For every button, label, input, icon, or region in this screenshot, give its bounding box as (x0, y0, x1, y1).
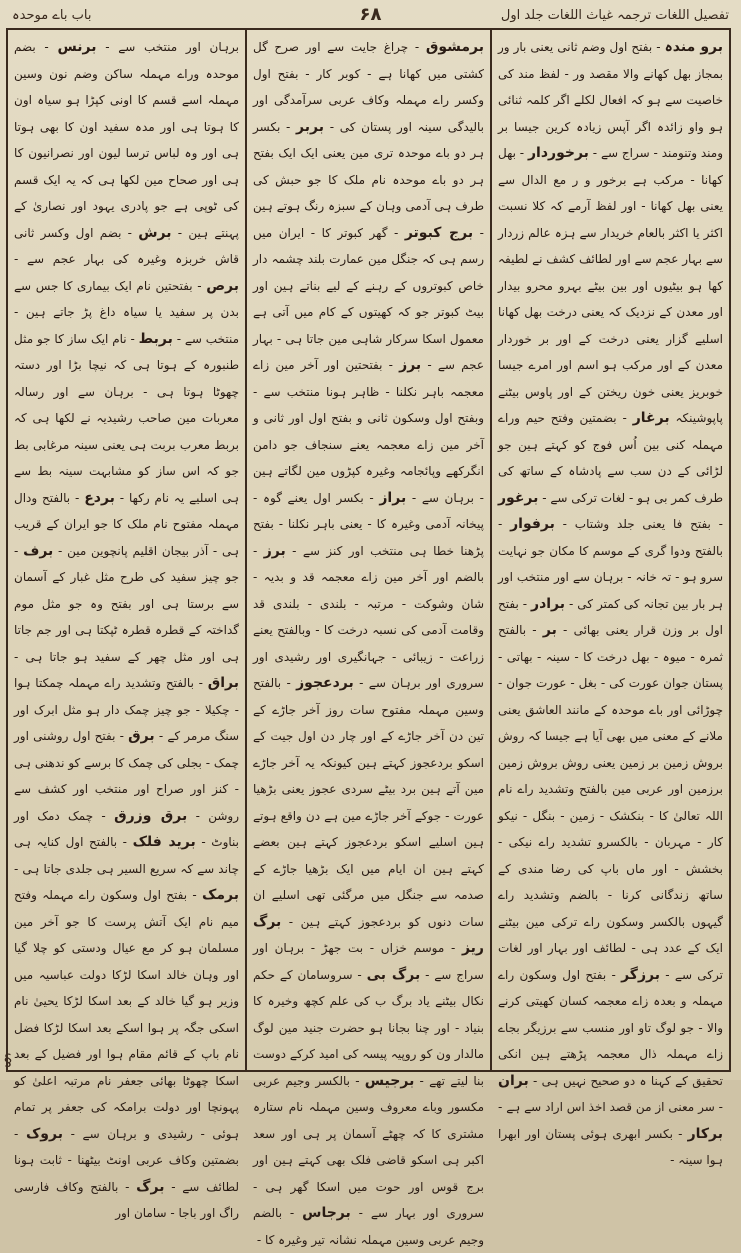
entry-definition: - بفتح اول وضم ثانی یعنی بار ور بمجاز بھل کھانے والا مقصد ور - لفظ مند کی خاصیت سے ہو کہ افعال لکلے اگر کلمہ ثنائی ہو واو زائدہ اگر آپس زیادہ کرین جیسا بر ومند وتنومند - سراج سے - (498, 40, 723, 160)
dictionary-entry (253, 676, 484, 929)
column-divider (245, 30, 247, 1070)
column-divider (490, 30, 492, 1070)
entry-definition: - بفتح اول بر وزن قرار یعنی بھائی - (498, 596, 723, 637)
entry-headword: برجیس (364, 1072, 415, 1089)
entry-definition: - بالضم اور آخر مین زاے معجمہ قد و بدیہ - شان وشوکت - مرتبہ - بلندی - بلندی قد وقامت آدمی کی نسبہ درخت کا - وبالفتح یعنے زراعت - زیبائی - جہانگیری اور رشیدی اور سروری اور برہان سے - (253, 543, 484, 690)
entry-headword: برفوار (510, 516, 555, 532)
dictionary-entry (105, 40, 239, 54)
entry-definition: - بضم اول وکسر ثانی قاش خربزہ وغیرہ کی بہار عجم سے - (14, 225, 239, 266)
entry-headword: برمشوق (425, 39, 484, 55)
entry-headword: برجاس (302, 1205, 351, 1221)
entry-headword: برکار (687, 1125, 723, 1142)
book-title: تفصیل اللغات ترجمہ غیاث اللغات جلد اول (500, 8, 729, 23)
entry-definition: - بکسر اول یعنے گوہ - پیخانہ آدمی وغیرہ کا - یعنی باہر نکلنا - بفتح پڑھنا خطا ہی منتخب اور کنز سے - (253, 490, 484, 558)
entry-definition: - بضمتین وکاف عربی اونٹ بیٹھنا - ثابت ہونا لطائف سے - (14, 1126, 239, 1194)
entry-definition: - بالفتح وکاف فارسی راگ اور باجا - سامان اور (14, 1179, 239, 1220)
text-frame (6, 28, 731, 1247)
dictionary-entry (253, 1074, 484, 1221)
entry-definition: - بالفتح وتشدید راے مہملہ چمکتا ہوا - چکیلا - جو چیز چمک دار ہو مثل ابرک اور سنگ مرمر کے - (14, 676, 240, 743)
entry-headword: برگ ریز (253, 913, 484, 956)
column-middle (247, 30, 490, 1247)
entry-definition: - جو چیز سفید کی طرح مثل غبار کے آسمان سے برستا ہی اور بفتح وہ جو مثل موم گداختہ کے قطرہ قطرہ ٹپکتا ہی اور جم جاتا ہی اور مثل چھر کے سفید ہو جاتا ہی - (14, 543, 239, 664)
entry-headword: برید فلک (132, 834, 196, 850)
entry-headword: برف (23, 542, 54, 559)
dictionary-entry (253, 968, 484, 1088)
entry-definition: - بالضم وجیم عربی وسین مہملہ نشانہ تیر وغیرہ کا - (253, 1206, 484, 1247)
entry-definition: - بفتح فا یعنی جلد وشتاب - (562, 517, 723, 531)
entry-definition: - بفتح اول وسکون راے مہملہ و بعدہ زاے معجمہ کسان کھیتی کرنے والا - جو لوگ تاو اور منسب سے برزیگر بجاے زاے مہملہ ذال معجمہ پڑھتے ہین انکی تحقیق کے کہنا ہ دو صحیح نہیں ہی - (498, 967, 723, 1088)
dictionary-entry (14, 40, 239, 240)
dictionary-entry (253, 358, 484, 505)
page-number: ۶۸ (359, 4, 382, 25)
entry-headword: برز (263, 542, 286, 559)
entry-definition: - سروسامان کے حکم نکال بیٹنے یاد برگ ب کی علم کچھ وخیرہ کا بنیاد - اور چنا بجانا ہو حضرت جنید مین لوگ مالدار ون کو روپیہ پیسہ کی امید کرکے دوست بنا لیتے تھے - (253, 967, 484, 1088)
entry-headword: برو مندہ (664, 39, 723, 55)
entry-headword: براق (207, 675, 239, 691)
section-title: باب باے موحدہ (12, 8, 92, 23)
entry-definition: برہان اور منتخب سے - (105, 40, 239, 54)
entry-headword: بردع (84, 489, 115, 506)
entry-headword: برمک (202, 887, 239, 903)
entry-definition: - بکسر ہر دو باے موحدہ تری مین یعنی ایک ایک بفتح ہر دو باے موحدہ نام ملک کا جو حبش کی طرف ہی آدمی وہان کے سبزہ رنگ ہوتے ہین - (253, 119, 484, 240)
entry-headword: برغور (498, 489, 539, 506)
column-left (8, 30, 245, 1220)
entry-definition: - بالفتح ثمرہ - میوہ - بھل درخت کا - سینہ - بھاتی - پستان جوان عورت کی - بغل - عورت جوان - چوڑائی اور باے موحدہ کے مانند العاشق یعنی ملانے کے معنی میں بھی آیا ہے جیسا کہ روش بروش زمین بر زمین یعنی روش بروش زمین برزمین اور عربی مین بالفتح وتشدید راے نام اللہ تعالیٰ کا - بنکشک - زمین - بنگل - نیکو کار - مہربان - بالکسرو تشدید راے نیکی - بخشش - اور ماں باپ کی رضا مندی کے ساتھ زندگانی کرنا - بالضم وتشدید راے گیہوں بالکسر وسکون راے ترکی مین بیٹنے ایک کے عدد ہی - لطائف اور بہار اور لغات ترکی سے - (498, 623, 723, 982)
entry-headword: برغار (632, 410, 670, 426)
dictionary-entry (498, 40, 723, 160)
entry-definition: - بھل کھانا - مرکب ہے برخور و ر مع الدال سے یعنی بھل کھانا - اور لفظ آرمے کہ کلا نسبت اکثر یا اکثر بالعام خریدار سے ہزہ عالم زردار سے بہار عجم سے اور لطائف کشف نے لطیفہ کھا ہو بیٹیوں اور بین بیٹے بہرو محرو بیدار اور معدن کے نزدیک کہ یعنی درخت بھل کھانا اسلیے گزار یعنی درخت کے اور بر خوردار معدن کے اور مرکب ہو اسم اور امرے جیسا خوبریز یعنی خون ریختن کے اور پاوس بیٹنے پاپوشینکہ (498, 146, 723, 425)
dictionary-entry (253, 544, 484, 691)
entry-definition: - موسم خزاں - بت جھڑ - برہان اور سراج سے - (253, 941, 484, 982)
entry-headword: برز (399, 357, 422, 373)
column-right (492, 30, 729, 1167)
entry-headword: بران (498, 1072, 529, 1089)
entry-headword: برزگر (621, 966, 660, 983)
entry-definition: - گھر کبوتر کا - ایران میں رسم ہی کہ جنگل مین عمارت بلند چشمہ دار خاص کبوتروں کے رہنے کے لیے بناتے ہین اور بیٹ کبوتر جو کہ کھیتوں کے کام میں آتی ہے معمول اسکا سرکار شاہی مین جاتا ہی - بہار عجم سے - (253, 225, 484, 372)
entry-headword: بردعجوز (296, 675, 354, 691)
corner-mark-icon: § (4, 1050, 12, 1069)
page-header (6, 4, 735, 28)
dictionary-entry (498, 968, 723, 1088)
entry-headword: برگ بی (366, 966, 421, 983)
entry-definition: - بفتحتین نام ایک بیماری کا جس سے بدن پر سفید یا سیاہ داغ پڑ جاتے ہین - منتخب سے - (14, 278, 240, 346)
dictionary-entry (498, 146, 723, 425)
entry-definition: - بالفتح ودوا گری کے موسم کا مکان جو نہایت سرو ہو - تہ خانہ - برہان سے اور منتخب اور ہر بار بین تجانہ کی کمتر کی - (498, 517, 723, 611)
entry-definition: - بضم موحدہ وراے مہملہ ساکن وضم نون وسین مہملہ اسے قسم کا اونی کپڑا ہو سیاہ اون کا ہوتا ہی اور مدہ سفید اون کا بھی ہوتا ہی اور وہ لباس ترسا لیون اور نصرانیون کا ہی اور صحاح مین لکھا ہی کہ یہ ایک قسم کی ٹوپی ہے جو پادری یہود اور نصاریٰ کے پہنتے ہین - (14, 40, 239, 240)
entry-definition: - بالفتح وسین مہملہ مفتوح سات روز آخر جاڑے کے تین دن آخر جاڑے کے اور چار دن اول جیت کے اسکو بردعجوز کہتے ہین کیونکہ یہ آخر جاڑے مین آتے ہین برد بیٹے سردی عجوز یعنی بڑھیا عورت - جوکے آخر جاڑے مین ہے دن واقع ہوتے ہین اسلیے اسکو بردعجوز کہتے ہین بعضے کہتے ہین ان ایام میں ایک بڑھیا جاڑے کے صدمہ سے جنگل میں مرگئی تھی اسلیے ان سات دنوں کو بردعجوز کہتے ہین - (253, 676, 484, 929)
entry-headword: برص (206, 277, 239, 294)
entry-headword: برخوردار (528, 145, 589, 161)
entry-headword: برق (128, 728, 155, 744)
dictionary-entry (498, 623, 723, 982)
entry-headword: برق وزرق (114, 807, 188, 824)
dictionary-entry (253, 226, 484, 373)
entry-headword: بروک (25, 1125, 63, 1142)
entry-definition: - بفتح اول وسکون راے مہملہ وفتح میم نام ایک آتش پرست کا جو آخر مین مسلمان ہو کر مع عیال ودستی کو چلا گیا اور وہان خالد اسکا لڑکا دولت عباسیہ میں وزیر ہو گیا خالد کے بعد اسکا لڑکا یحییٰ نام اسکی جگہ پر ہوا اسکے بعد اسکا لڑکا فضل نام باپ کے قائم مقام ہوا اور فضیل کے بعد اسکا چھوٹا بھائی جعفر نام مرتبہ اعلیٰ کو پہونچا اور دولت برامکہ کی جعفر پر تمام ہوئی - رشیدی و برہان سے - (14, 888, 239, 1141)
entry-headword: برگ (136, 1178, 165, 1195)
entry-definition: - بالکسر وجیم عربی مکسور وباے معروف وسین مہملہ نام ستارہ مشتری کا کہ چھٹے آسمان پر ہی اور سعد اکبر ہی اسکو قاضی فلک بھی کہتے ہین اور برج قوس اور حوت میں اسکا گھر ہی - سروری اور بہار سے - (253, 1073, 484, 1220)
entry-headword: براز (379, 489, 407, 506)
entry-definition: - بضمتین وفتح حیم وراے مہملہ کنی بین اُس فوج کو کہتے ہین جو لڑائی کے دن سب سے پادشاہ کے ساتھ کی طرف کمر بی ہو - لغات ترکی سے - (498, 411, 723, 505)
dictionary-entry (253, 120, 484, 240)
entry-headword: بربط (138, 330, 173, 347)
entry-definition: - بفتحتین اور آخر مین زاے معجمہ باہر نکلنا - ظاہر ہونا منتخب سے - وبفتح اول وسکون ثانی و بفتح اول اور ثانی و آخر مین زاے معجمہ یعنے سنجاف جو دامن انگرکھے وپائجامہ وغیرہ کپڑوں مین لگاتے ہین - برہان سے - (253, 358, 484, 505)
entry-definition: - سر معنی از من قصد اخذ اس اراد سے ہے - (498, 1100, 723, 1114)
entry-definition: - بالفتح اول کنایہ ہی چاند سے کہ سریع السیر ہی جلدی جاتا ہی - (14, 835, 239, 876)
entry-definition: - بکسر ابھری ہوئی پستان اور ابھرا ہوا سینہ - (498, 1126, 723, 1167)
entry-headword: بربر (296, 118, 324, 135)
entry-definition: - چراغ جایت سے اور صرح گل کشتی میں کھانا ہے - کوبر کار - بفتح اول وکسر راے مہملہ وکاف عربی سرآمدگی اور بالیدگی سینہ اور پستان کی - (253, 40, 484, 134)
entry-definition: - چمک دمک اور بناوٹ - (14, 808, 239, 849)
entry-headword: برج کبوتر (404, 224, 474, 241)
dictionary-entry (14, 332, 239, 505)
dictionary-entry (14, 888, 239, 1141)
entry-headword: برش (138, 224, 172, 241)
entry-headword: بر (542, 622, 557, 638)
entry-headword: برنس (57, 39, 97, 55)
dictionary-entry (14, 544, 239, 664)
entry-headword: برادر (531, 595, 566, 612)
dictionary-entry (498, 1127, 723, 1168)
entry-definition: - بالفتح ودال مہملہ مفتوح نام ملک کا جو ایران کے قریب ہی - آذر بیجان اقلیم پانچوین مین - (14, 490, 239, 558)
entry-definition: - بفتح اول روشنی اور چمک - بجلی کی چمک کا برسے کو ندھنی ہی - کنز اور صراح اور منتخب اور کشف سے روشن - (14, 729, 239, 823)
entry-definition: - نام ایک ساز کا جو مثل طنبورہ کے ہوتا ہی کہ نیچا بڑا اور دستہ چھوٹا ہوتا ہی - برہان سے اور رسالہ معربات مین صاحب رشیدیہ نے لکھا ہی کہ بربط معرب بربت ہی یعنی سینہ مرغابی بط جو کہ اس ساز کو مشابہت سینہ بط سے ہی اسلیے یہ نام رکھا - (14, 331, 239, 505)
